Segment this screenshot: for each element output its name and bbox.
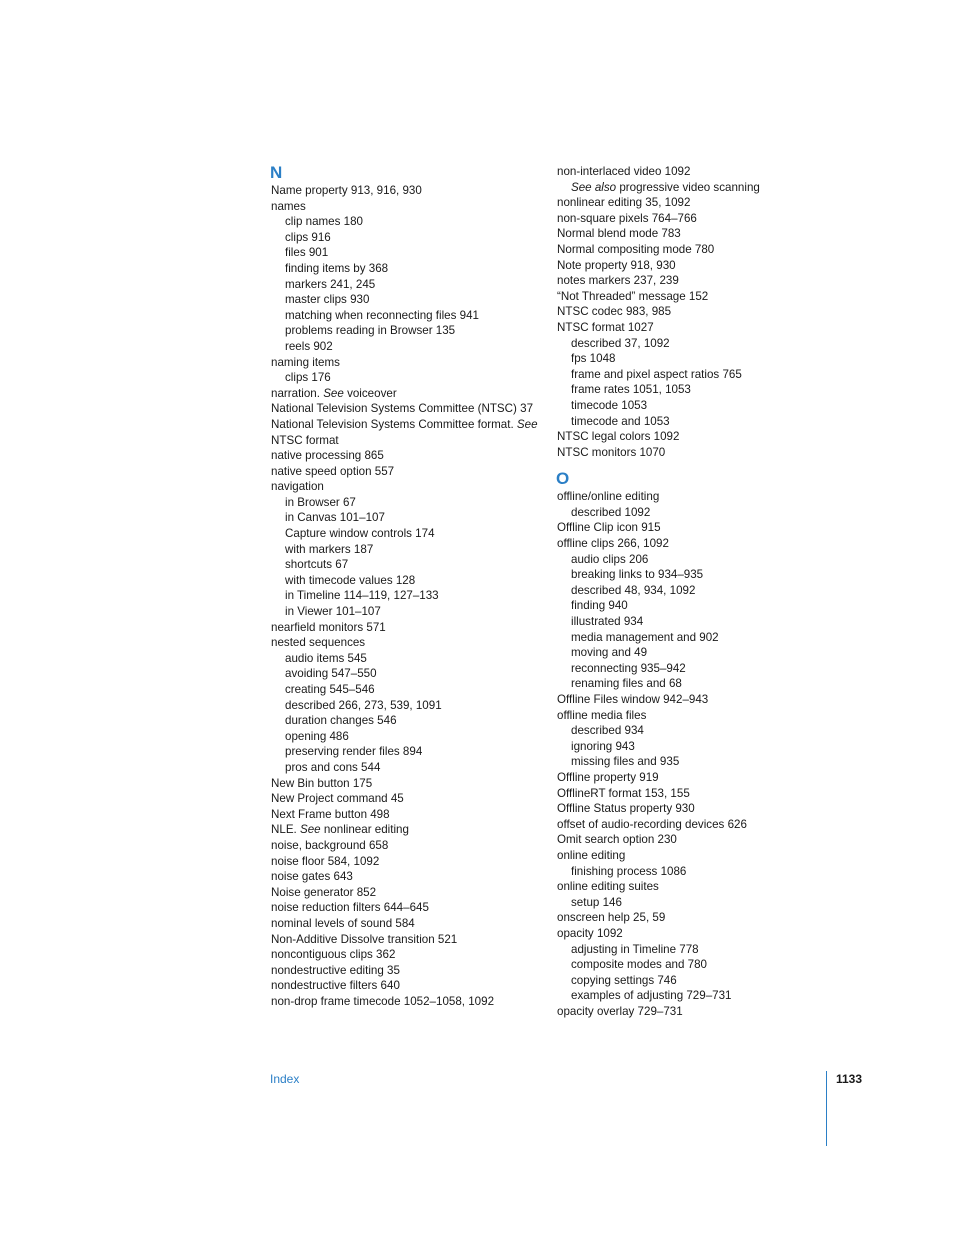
index-entry-text: preserving render files 894: [285, 745, 423, 759]
index-entry-list: [557, 164, 827, 460]
index-entry-text: native processing 865: [271, 449, 384, 463]
index-entry: [557, 848, 827, 864]
index-entry-text: master clips 930: [285, 293, 370, 307]
index-entry-text: Offline Clip icon 915: [557, 521, 661, 535]
index-entry-text: noise gates 643: [271, 870, 353, 884]
index-entry: [271, 277, 541, 293]
index-entry-text: “Not Threaded” message 152: [557, 289, 709, 303]
index-entry-text: OfflineRT format 153, 155: [557, 786, 690, 800]
index-entry: [557, 583, 827, 599]
index-entry: [271, 698, 541, 714]
index-entry-text: offset of audio-recording devices 626: [557, 817, 747, 831]
index-entry: [557, 429, 827, 445]
index-entry-text: NTSC monitors 1070: [557, 445, 666, 459]
index-entry: [557, 801, 827, 817]
index-entry: [557, 445, 827, 461]
index-entry: [271, 729, 541, 745]
index-entry: [557, 567, 827, 583]
index-entry: [271, 869, 541, 885]
index-entry: [557, 382, 827, 398]
index-entry-text: nominal levels of sound 584: [271, 916, 415, 930]
index-entry-text: NTSC format: [271, 433, 339, 447]
index-entry-text: Note property 918, 930: [557, 258, 676, 272]
index-entry: [271, 323, 541, 339]
index-entry-text: opacity 1092: [557, 926, 623, 940]
index-entry: [557, 505, 827, 521]
index-entry: [271, 448, 541, 464]
index-entry: [557, 708, 827, 724]
index-entry-text: avoiding 547–550: [285, 667, 377, 681]
index-entry: [271, 932, 541, 948]
index-entry-text: non-square pixels 764–766: [557, 211, 697, 225]
index-entry-text: pros and cons 544: [285, 760, 381, 774]
index-entry-text: finding 940: [571, 599, 628, 613]
index-entry-text: frame and pixel aspect ratios 765: [571, 367, 742, 381]
index-entry-text: finishing process 1086: [571, 864, 687, 878]
index-entry: [557, 226, 827, 242]
index-entry-text: non-interlaced video 1092: [557, 165, 691, 178]
index-entry: [557, 367, 827, 383]
index-entry: [271, 542, 541, 558]
index-entry: [557, 414, 827, 430]
index-entry: [271, 666, 541, 682]
index-entry: [557, 661, 827, 677]
index-entry: [557, 723, 827, 739]
index-entry: [557, 926, 827, 942]
index-entry-text: audio clips 206: [571, 552, 649, 566]
index-entry-text: non-drop frame timecode 1052–1058, 1092: [271, 994, 495, 1008]
index-entry: [557, 598, 827, 614]
index-entry-text: nested sequences: [271, 636, 366, 650]
see-reference: See also: [571, 180, 617, 194]
index-entry: [271, 713, 541, 729]
index-entry: [271, 994, 541, 1010]
index-entry: [271, 760, 541, 776]
section-letter-o: O: [556, 469, 570, 489]
index-entry: [557, 879, 827, 895]
index-entry: [557, 786, 827, 802]
index-entry: [557, 273, 827, 289]
index-entry: [557, 630, 827, 646]
index-entry-text: breaking links to 934–935: [571, 568, 704, 582]
index-entry-text: Name property 913, 916, 930: [271, 184, 422, 197]
index-entry-text: finding items by 368: [285, 261, 389, 275]
index-entry-text: described 48, 934, 1092: [571, 583, 696, 597]
index-entry-text: Next Frame button 498: [271, 807, 390, 821]
index-entry: [271, 479, 541, 495]
index-entry: [271, 807, 541, 823]
index-entry-text: NTSC format 1027: [557, 320, 654, 334]
index-entry-text: notes markers 237, 239: [557, 274, 679, 288]
index-entry: [271, 744, 541, 760]
footer-section-label: Index: [270, 1072, 300, 1086]
index-entry: [271, 292, 541, 308]
index-entry: [271, 838, 541, 854]
index-entry: [557, 910, 827, 926]
index-entry-text: examples of adjusting 729–731: [571, 989, 732, 1003]
section-letter-n: N: [270, 163, 283, 182]
index-entry: [557, 770, 827, 786]
index-entry: [557, 692, 827, 708]
index-entry-list: [271, 183, 541, 1009]
index-entry-text: frame rates 1051, 1053: [571, 383, 691, 397]
index-entry-text: timecode and 1053: [571, 414, 670, 428]
index-entry: [271, 978, 541, 994]
index-entry: [557, 520, 827, 536]
index-entry-text: National Television Systems Committee (NTSC) 37: [271, 402, 534, 416]
index-entry: [271, 401, 541, 417]
index-entry-text: National Television Systems Committee format.: [271, 417, 517, 431]
index-entry-text: navigation: [271, 480, 324, 494]
index-entry: [271, 339, 541, 355]
index-entry-text: reconnecting 935–942: [571, 661, 686, 675]
index-entry-text: online editing: [557, 848, 626, 862]
index-entry: [557, 258, 827, 274]
index-entry: [271, 183, 541, 199]
index-entry: [271, 526, 541, 542]
index-entry: [271, 588, 541, 604]
index-entry: [557, 289, 827, 305]
index-entry: [271, 900, 541, 916]
index-entry-text: ignoring 943: [571, 739, 635, 753]
index-entry-text: described 934: [571, 724, 644, 738]
footer-divider: [826, 1071, 827, 1146]
index-entry-text: in Viewer 101–107: [285, 605, 381, 619]
index-entry-text: in Browser 67: [285, 495, 356, 509]
index-entry: [271, 214, 541, 230]
index-entry-text: Offline Files window 942–943: [557, 693, 709, 706]
index-entry: [557, 942, 827, 958]
index-entry: [557, 164, 827, 180]
index-entry-text: in Canvas 101–107: [285, 511, 385, 525]
index-entry: [271, 199, 541, 215]
index-entry-text: online editing suites: [557, 880, 659, 894]
index-entry: [557, 351, 827, 367]
index-entry-list: [557, 489, 827, 1019]
index-entry: [271, 510, 541, 526]
index-entry-text: copying settings 746: [571, 973, 677, 987]
see-reference: See: [323, 386, 344, 400]
index-entry-text: with timecode values 128: [285, 573, 416, 587]
index-entry: [557, 973, 827, 989]
index-entry-text: renaming files and 68: [571, 677, 682, 691]
index-entry: [557, 1004, 827, 1020]
index-entry: [271, 791, 541, 807]
index-entry-text: files 901: [285, 246, 329, 260]
see-target: nonlinear editing: [320, 823, 409, 837]
index-entry-text: Capture window controls 174: [285, 527, 435, 541]
page-number: 1133: [836, 1072, 863, 1086]
index-entry: [557, 754, 827, 770]
index-entry-text: moving and 49: [571, 646, 648, 660]
index-entry: [271, 433, 541, 449]
index-entry: [271, 417, 541, 433]
index-entry-text: opening 486: [285, 729, 349, 743]
index-entry: [557, 957, 827, 973]
index-entry: [271, 604, 541, 620]
index-entry: [271, 245, 541, 261]
index-entry-text: opacity overlay 729–731: [557, 1004, 683, 1018]
index-entry-text: Normal compositing mode 780: [557, 242, 715, 256]
index-entry-text: audio items 545: [285, 651, 367, 665]
index-entry: [557, 320, 827, 336]
index-entry: [557, 988, 827, 1004]
index-entry: [271, 370, 541, 386]
index-entry: [557, 832, 827, 848]
index-entry-text: with markers 187: [285, 542, 374, 556]
index-entry: [557, 304, 827, 320]
index-entry: [271, 963, 541, 979]
index-entry-text: duration changes 546: [285, 714, 397, 728]
index-entry-text: in Timeline 114–119, 127–133: [285, 589, 439, 603]
index-entry-text: naming items: [271, 355, 340, 369]
index-entry-text: clip names 180: [285, 215, 363, 229]
index-entry: [557, 614, 827, 630]
index-entry-text: noise, background 658: [271, 838, 389, 852]
index-entry: [271, 573, 541, 589]
index-entry: [271, 854, 541, 870]
index-entry-text: Noise generator 852: [271, 885, 377, 899]
index-entry-text: NLE.: [271, 823, 300, 837]
index-entry-text: noncontiguous clips 362: [271, 948, 396, 962]
index-entry: [557, 489, 827, 505]
index-entry-text: clips 916: [285, 230, 331, 244]
index-entry-text: NTSC legal colors 1092: [557, 430, 680, 444]
index-entry-text: offline/online editing: [557, 490, 660, 504]
index-entry: [271, 557, 541, 573]
index-entry: [271, 386, 541, 402]
index-entry-text: nearfield monitors 571: [271, 620, 386, 634]
index-entry: [557, 211, 827, 227]
index-entry: [271, 822, 541, 838]
index-entry: [271, 355, 541, 371]
index-entry-text: described 37, 1092: [571, 336, 670, 350]
index-entry-text: clips 176: [285, 371, 331, 385]
index-entry-text: creating 545–546: [285, 683, 375, 696]
index-entry-text: media management and 902: [571, 630, 719, 644]
index-entry-text: offline clips 266, 1092: [557, 537, 669, 551]
index-entry: [557, 398, 827, 414]
index-entry: [557, 895, 827, 911]
index-entry: [557, 336, 827, 352]
index-entry-text: markers 241, 245: [285, 277, 376, 291]
index-entry-text: nondestructive editing 35: [271, 963, 400, 977]
index-entry-text: narration.: [271, 386, 324, 400]
index-entry-text: shortcuts 67: [285, 558, 349, 572]
index-entry-text: offline media files: [557, 708, 647, 722]
index-entry-text: names: [271, 199, 306, 213]
index-entry: [557, 242, 827, 258]
index-entry-text: nondestructive filters 640: [271, 979, 400, 993]
index-entry-text: adjusting in Timeline 778: [571, 942, 699, 956]
index-entry: [557, 864, 827, 880]
index-entry: [271, 885, 541, 901]
index-entry-text: missing files and 935: [571, 755, 680, 769]
index-column-left: [271, 163, 541, 1009]
index-entry: [557, 180, 827, 196]
index-entry: [271, 230, 541, 246]
see-reference: See: [300, 823, 321, 837]
index-entry-text: Omit search option 230: [557, 833, 677, 847]
index-entry-text: NTSC codec 983, 985: [557, 305, 672, 319]
index-entry: [271, 308, 541, 324]
index-entry-text: fps 1048: [571, 352, 616, 366]
see-target: voiceover: [343, 386, 397, 400]
index-entry-text: illustrated 934: [571, 615, 644, 629]
index-entry: [557, 676, 827, 692]
index-entry-text: setup 146: [571, 895, 622, 909]
index-entry: [557, 739, 827, 755]
index-entry-text: Normal blend mode 783: [557, 227, 681, 241]
index-entry-text: New Project command 45: [271, 792, 404, 806]
index-entry-text: New Bin button 175: [271, 776, 373, 790]
index-entry-text: noise floor 584, 1092: [271, 854, 380, 868]
index-entry-text: problems reading in Browser 135: [285, 324, 456, 338]
see-target: progressive video scanning: [616, 180, 760, 194]
index-entry: [271, 495, 541, 511]
index-entry: [557, 195, 827, 211]
index-entry: [557, 536, 827, 552]
index-entry-text: native speed option 557: [271, 464, 395, 478]
index-entry-text: described 266, 273, 539, 1091: [285, 698, 442, 712]
index-entry-text: noise reduction filters 644–645: [271, 901, 429, 915]
index-entry-text: onscreen help 25, 59: [557, 911, 666, 925]
index-column-right: [557, 164, 827, 1019]
index-entry: [271, 947, 541, 963]
index-entry: [271, 464, 541, 480]
index-entry: [557, 645, 827, 661]
index-entry: [271, 651, 541, 667]
index-entry: [557, 552, 827, 568]
see-reference: See: [516, 417, 538, 431]
index-entry-text: timecode 1053: [571, 398, 648, 412]
index-entry-text: matching when reconnecting files 941: [285, 308, 479, 322]
index-entry: [557, 817, 827, 833]
index-entry: [271, 916, 541, 932]
index-entry-text: reels 902: [285, 339, 333, 353]
index-entry-text: Offline Status property 930: [557, 802, 695, 816]
index-entry: [271, 682, 541, 698]
index-entry-text: composite modes and 780: [571, 958, 707, 972]
index-entry: [271, 635, 541, 651]
index-entry-text: Non-Additive Dissolve transition 521: [271, 932, 458, 946]
index-entry-text: described 1092: [571, 505, 651, 519]
index-entry-text: nonlinear editing 35, 1092: [557, 196, 691, 210]
index-entry-text: Offline property 919: [557, 770, 659, 784]
index-entry: [271, 620, 541, 636]
index-entry: [271, 261, 541, 277]
index-entry: [271, 776, 541, 792]
